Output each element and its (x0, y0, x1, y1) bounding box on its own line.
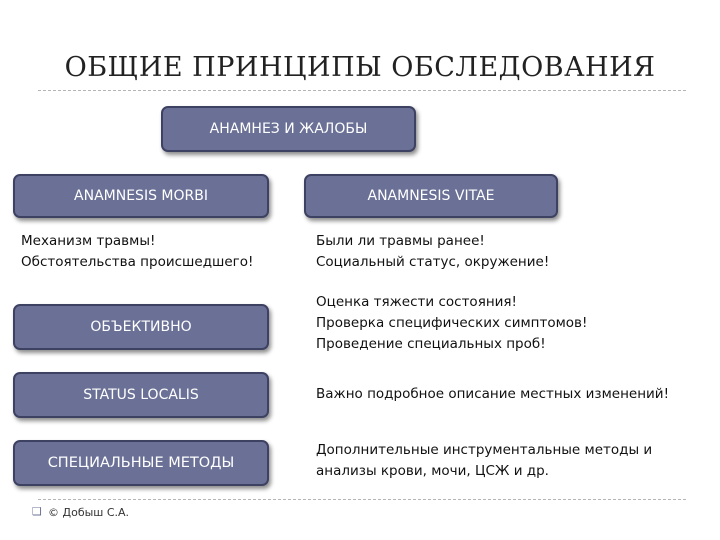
status-localis-description (316, 384, 669, 405)
anamnesis-morbi-box: ANAMNESIS MORBI (13, 174, 269, 218)
objective-line: Проверка специфических симптомов! (316, 315, 588, 331)
objective-description (316, 292, 587, 355)
special-methods-line: Дополнительные инструментальные методы и (316, 442, 653, 458)
anamnesis-main-box: АНАМНЕЗ И ЖАЛОБЫ (161, 106, 416, 152)
title-divider (38, 90, 686, 91)
vitae-line: Социальный статус, окружение! (316, 254, 550, 270)
vitae-line: Были ли травмы ранее! (316, 233, 485, 249)
morbi-line: Обстоятельства происшедшего! (21, 254, 254, 270)
special-methods-description (316, 440, 652, 482)
objective-box: ОБЪЕКТИВНО (13, 304, 269, 350)
footer-bullet-icon: ❑ (32, 505, 42, 518)
morbi-description (21, 231, 253, 273)
page-title: ОБЩИЕ ПРИНЦИПЫ ОБСЛЕДОВАНИЯ (64, 52, 656, 83)
special-methods-line: анализы крови, мочи, ЦСЖ и др. (316, 463, 549, 479)
status-localis-line: Важно подробное описание местных изменений! (316, 386, 669, 402)
objective-line: Проведение специальных проб! (316, 336, 546, 352)
vitae-description (316, 231, 549, 273)
objective-line: Оценка тяжести состояния! (316, 294, 517, 310)
anamnesis-vitae-box: ANAMNESIS VITAE (304, 174, 558, 218)
morbi-line: Механизм травмы! (21, 233, 156, 249)
status-localis-box: STATUS LOCALIS (13, 372, 269, 418)
footer-divider (38, 499, 686, 500)
copyright-text: © Добыш С.А. (48, 506, 130, 519)
special-methods-box: СПЕЦИАЛЬНЫЕ МЕТОДЫ (13, 440, 269, 486)
